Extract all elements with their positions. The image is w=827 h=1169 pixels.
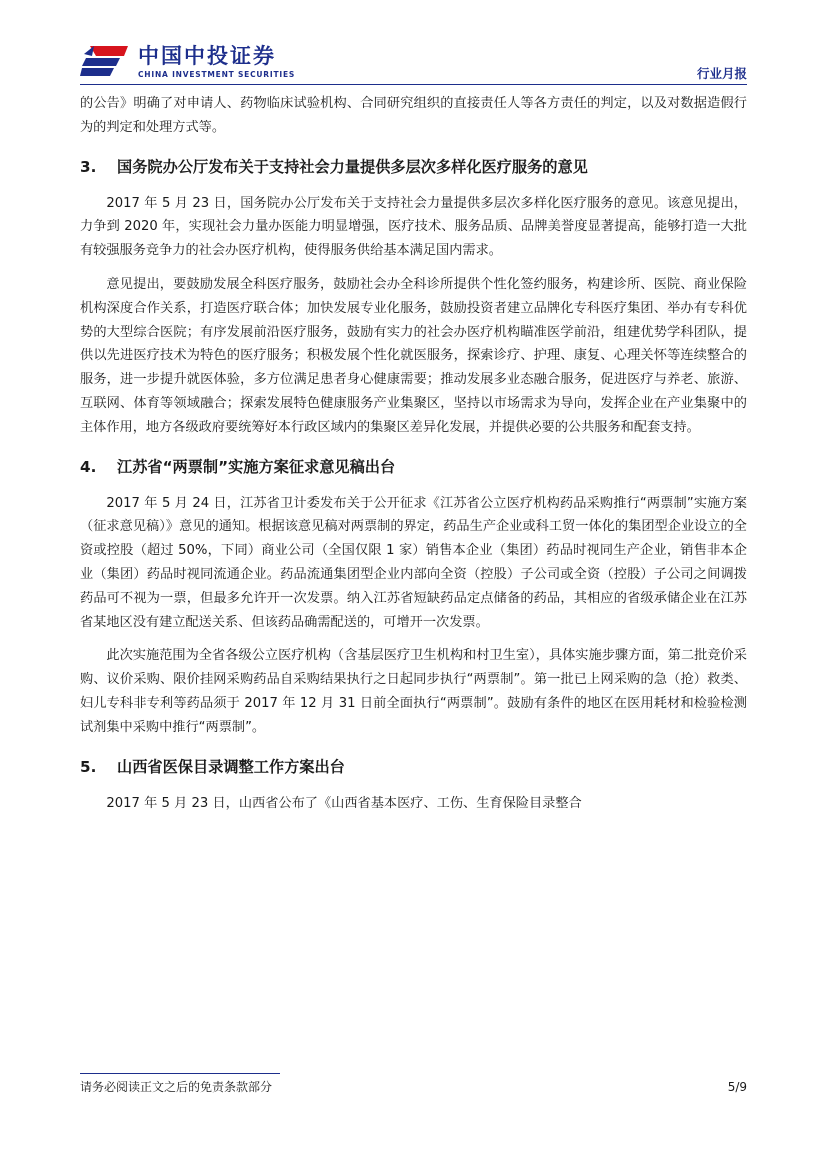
page-body — [80, 92, 747, 815]
page-header — [0, 0, 827, 90]
section-number: 3. — [80, 157, 97, 176]
footer-disclaimer: 请务必阅读正文之后的免责条款部分 — [80, 1080, 273, 1094]
brand-name-en: CHINA INVESTMENT SECURITIES — [138, 70, 296, 79]
brand-name-cn: 中国中投证券 — [138, 44, 276, 68]
section-4-paragraph-2: 此次实施范围为全省各级公立医疗机构（含基层医疗卫生机构和村卫生室），具体实施步骤方面，第二批竞价采购、议价采购、限价挂网采购药品自采购结果执行之日起同步执行“两票制”。第一批已上网采购的急（抢）救类、妇儿专科非专利等药品须于 2017 年 12 月 31 日前全面执行“两票制”。鼓励有条件的地区在医用耗材和检验检测试剂集中采购中推行“两票制”。 — [80, 648, 747, 735]
intro-paragraph: 的公告》明确了对申请人、药物临床试验机构、合同研究组织的直接责任人等各方责任的判定，以及对数据造假行为的判定和处理方式等。 — [80, 96, 747, 135]
section-3-paragraph-1: 2017 年 5 月 23 日，国务院办公厅发布关于支持社会力量提供多层次多样化医疗服务的意见。该意见提出，力争到 2020 年，实现社会力量办医能力明显增强，医疗技术、服务品质、品牌美誉度显著提高，能够打造一大批有较强服务竞争力的社会办医疗机构，使得服务供给基本满足国内需求。 — [80, 195, 747, 259]
footer-divider — [80, 1073, 280, 1074]
section-4-heading — [80, 448, 747, 486]
company-logo-icon — [80, 44, 130, 78]
section-title: 山西省医保目录调整工作方案出台 — [117, 757, 345, 776]
header-divider — [80, 84, 747, 85]
section-number: 5. — [80, 757, 97, 776]
section-number: 4. — [80, 457, 97, 476]
section-title: 国务院办公厅发布关于支持社会力量提供多层次多样化医疗服务的意见 — [117, 157, 588, 176]
report-type-label: 行业月报 — [696, 66, 747, 81]
section-3-heading — [80, 148, 747, 186]
page-number: 5/9 — [727, 1080, 747, 1094]
section-5-heading — [80, 748, 747, 786]
section-3-paragraph-2: 意见提出，要鼓励发展全科医疗服务，鼓励社会办全科诊所提供个性化签约服务，构建诊所、医院、商业保险机构深度合作关系，打造医疗联合体；加快发展专业化服务，鼓励投资者建立品牌化专科医疗集团、举办有专科优势的大型综合医院；有序发展前沿医疗服务，鼓励有实力的社会办医疗机构瞄准医学前沿，组建优势学科团队，提供以先进医疗技术为特色的医疗服务；积极发展个性化就医服务，探索诊疗、护理、康复、心理关怀等连续整合的服务，进一步提升就医体验，多方位满足患者身心健康需要；推动发展多业态融合服务，促进医疗与养老、旅游、互联网、体育等领域融合；探索发展特色健康服务产业集聚区，坚持以市场需求为导向，发挥企业在产业集聚中的主体作用，地方各级政府要统筹好本行政区域内的集聚区差异化发展，并提供必要的公共服务和配套支持。 — [80, 276, 747, 435]
section-4-paragraph-1: 2017 年 5 月 24 日，江苏省卫计委发布关于公开征求《江苏省公立医疗机构药品采购推行“两票制”实施方案（征求意见稿）》意见的通知。根据该意见稿对两票制的界定，药品生产企业或科工贸一体化的集团型企业设立的全资或控股（超过 50%，下同）商业公司（全国仅限 1 家）销售本企业（集团）药品时视同生产企业，销售非本企业（集团）药品时视同流通企业。药品流通集团型企业内部向全资（控股）子公司或全资（控股）子公司之间调拨药品可不视为一票，但最多允许开一次发票。纳入江苏省短缺药品定点储备的药品，其相应的省级承储企业在江苏省某地区没有建立配送关系、但该药品确需配送的，可增开一次发票。 — [80, 495, 747, 630]
section-5-paragraph-1: 2017 年 5 月 23 日，山西省公布了《山西省基本医疗、工伤、生育保险目录整合 — [106, 795, 582, 811]
section-title: 江苏省“两票制”实施方案征求意见稿出台 — [117, 457, 396, 476]
